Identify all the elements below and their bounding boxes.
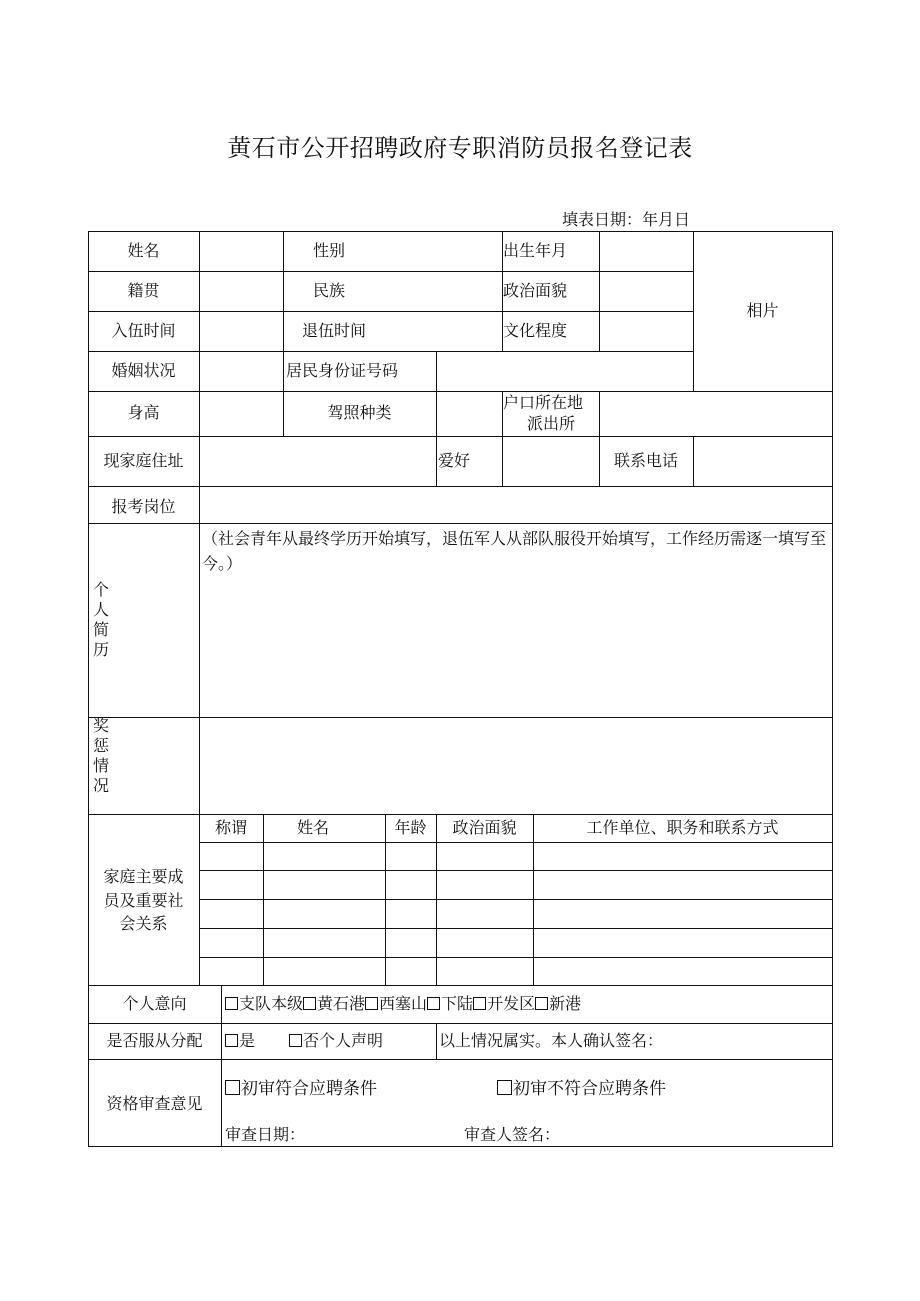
checkbox-icon[interactable] bbox=[289, 1034, 302, 1047]
family-header-work: 工作单位、职务和联系方式 bbox=[586, 818, 779, 837]
enlist-time-label: 入伍时间 bbox=[111, 321, 176, 340]
resume-field[interactable] bbox=[200, 578, 832, 717]
assignment-label: 是否服从分配 bbox=[106, 1031, 203, 1050]
discharge-time-field[interactable] bbox=[390, 312, 502, 351]
ethnicity-label: 民族 bbox=[312, 281, 345, 300]
hobby-field[interactable] bbox=[503, 437, 599, 486]
birth-label: 出生年月 bbox=[503, 241, 568, 260]
marital-status-label: 婚姻状况 bbox=[111, 361, 176, 380]
marital-status-field[interactable] bbox=[200, 352, 283, 391]
family-table-row[interactable] bbox=[200, 871, 832, 899]
family-table-row[interactable] bbox=[200, 900, 832, 928]
family-table-row[interactable] bbox=[200, 958, 832, 985]
address-field[interactable] bbox=[200, 437, 436, 486]
family-table-row[interactable] bbox=[200, 843, 832, 870]
license-type-field[interactable] bbox=[437, 392, 502, 436]
intent-option-hq[interactable]: 支队本级 bbox=[225, 994, 303, 1013]
resume-note: （社会青年从最终学历开始填写，退伍军人从部队服役开始填写，工作经历需逐一填写至今。） bbox=[202, 529, 827, 573]
discharge-time-label: 退伍时间 bbox=[301, 321, 366, 340]
political-status-label: 政治面貌 bbox=[503, 281, 568, 300]
hukou-police-field[interactable] bbox=[600, 392, 832, 436]
rewards-label: 奖惩情况 bbox=[93, 716, 110, 795]
declaration-text: 以上情况属实。本人确认签名： bbox=[439, 1031, 664, 1050]
family-table-row[interactable] bbox=[200, 929, 832, 957]
address-label: 现家庭住址 bbox=[103, 451, 184, 470]
intent-option-kaifaqu[interactable]: 开发区 bbox=[473, 994, 535, 1013]
checkbox-icon[interactable] bbox=[535, 997, 548, 1010]
ethnicity-field[interactable] bbox=[380, 272, 502, 311]
intent-label: 个人意向 bbox=[122, 994, 187, 1013]
checkbox-icon[interactable] bbox=[225, 997, 238, 1010]
hukou-police-label-line2: 派出所 bbox=[526, 414, 575, 433]
phone-field[interactable] bbox=[694, 437, 832, 486]
enlist-time-field[interactable] bbox=[200, 312, 283, 351]
family-label-line2: 员及重要社 bbox=[103, 891, 184, 910]
license-type-label: 驾照种类 bbox=[327, 403, 392, 422]
birth-field[interactable] bbox=[600, 232, 693, 271]
assignment-no[interactable]: 否个人声明 bbox=[289, 1030, 383, 1052]
checkbox-icon[interactable] bbox=[225, 1080, 240, 1095]
family-header-age: 年龄 bbox=[394, 818, 427, 837]
intent-option-xingang[interactable]: 新港 bbox=[535, 994, 581, 1013]
education-label: 文化程度 bbox=[503, 321, 568, 340]
resume-label: 个人简历 bbox=[93, 580, 110, 659]
id-number-label: 居民身份证号码 bbox=[286, 361, 399, 380]
political-status-field[interactable] bbox=[600, 272, 693, 311]
family-header-relation: 称谓 bbox=[214, 818, 247, 837]
page-title: 黄石市公开招聘政府专职消防员报名登记表 bbox=[227, 134, 693, 162]
height-label: 身高 bbox=[127, 403, 160, 422]
family-header-name: 姓名 bbox=[296, 818, 329, 837]
intent-option-xisaishan[interactable]: 西塞山 bbox=[365, 994, 427, 1013]
reviewer-signature-label: 审查人签名： bbox=[464, 1125, 561, 1144]
name-field[interactable] bbox=[200, 232, 283, 271]
assignment-yes[interactable]: 是 bbox=[225, 1030, 255, 1052]
checkbox-icon[interactable] bbox=[427, 997, 440, 1010]
review-label: 资格审查意见 bbox=[106, 1094, 203, 1113]
checkbox-icon[interactable] bbox=[225, 1034, 238, 1047]
hukou-police-label-line1: 户口所在地 bbox=[503, 393, 584, 412]
review-fail[interactable]: 初审不符合应聘条件 bbox=[497, 1078, 666, 1100]
rewards-field[interactable] bbox=[200, 718, 832, 814]
checkbox-icon[interactable] bbox=[303, 997, 316, 1010]
id-number-field[interactable] bbox=[437, 352, 693, 391]
review-date-label: 审查日期： bbox=[225, 1125, 306, 1144]
gender-field[interactable] bbox=[380, 232, 502, 271]
position-field[interactable] bbox=[200, 487, 832, 523]
checkbox-icon[interactable] bbox=[497, 1080, 512, 1095]
family-header-political: 政治面貌 bbox=[452, 818, 517, 837]
native-place-field[interactable] bbox=[200, 272, 283, 311]
checkbox-icon[interactable] bbox=[365, 997, 378, 1010]
family-label-line3: 会关系 bbox=[119, 914, 168, 933]
family-label-line1: 家庭主要成 bbox=[103, 867, 184, 886]
name-label: 姓名 bbox=[127, 241, 160, 260]
intent-option-huangshigang[interactable]: 黄石港 bbox=[303, 994, 365, 1013]
gender-label: 性别 bbox=[312, 241, 345, 260]
intent-option-xialu[interactable]: 下陆 bbox=[427, 994, 473, 1013]
review-pass[interactable]: 初审符合应聘条件 bbox=[225, 1078, 377, 1100]
hobby-label: 爱好 bbox=[438, 451, 471, 470]
phone-label: 联系电话 bbox=[613, 451, 678, 470]
checkbox-icon[interactable] bbox=[473, 997, 486, 1010]
photo-label: 相片 bbox=[746, 301, 779, 320]
native-place-label: 籍贯 bbox=[127, 281, 160, 300]
fill-date: 填表日期：年月日 bbox=[562, 210, 691, 229]
position-label: 报考岗位 bbox=[111, 497, 176, 516]
education-field[interactable] bbox=[600, 312, 693, 351]
height-field[interactable] bbox=[200, 392, 283, 436]
intent-options bbox=[225, 993, 581, 1015]
